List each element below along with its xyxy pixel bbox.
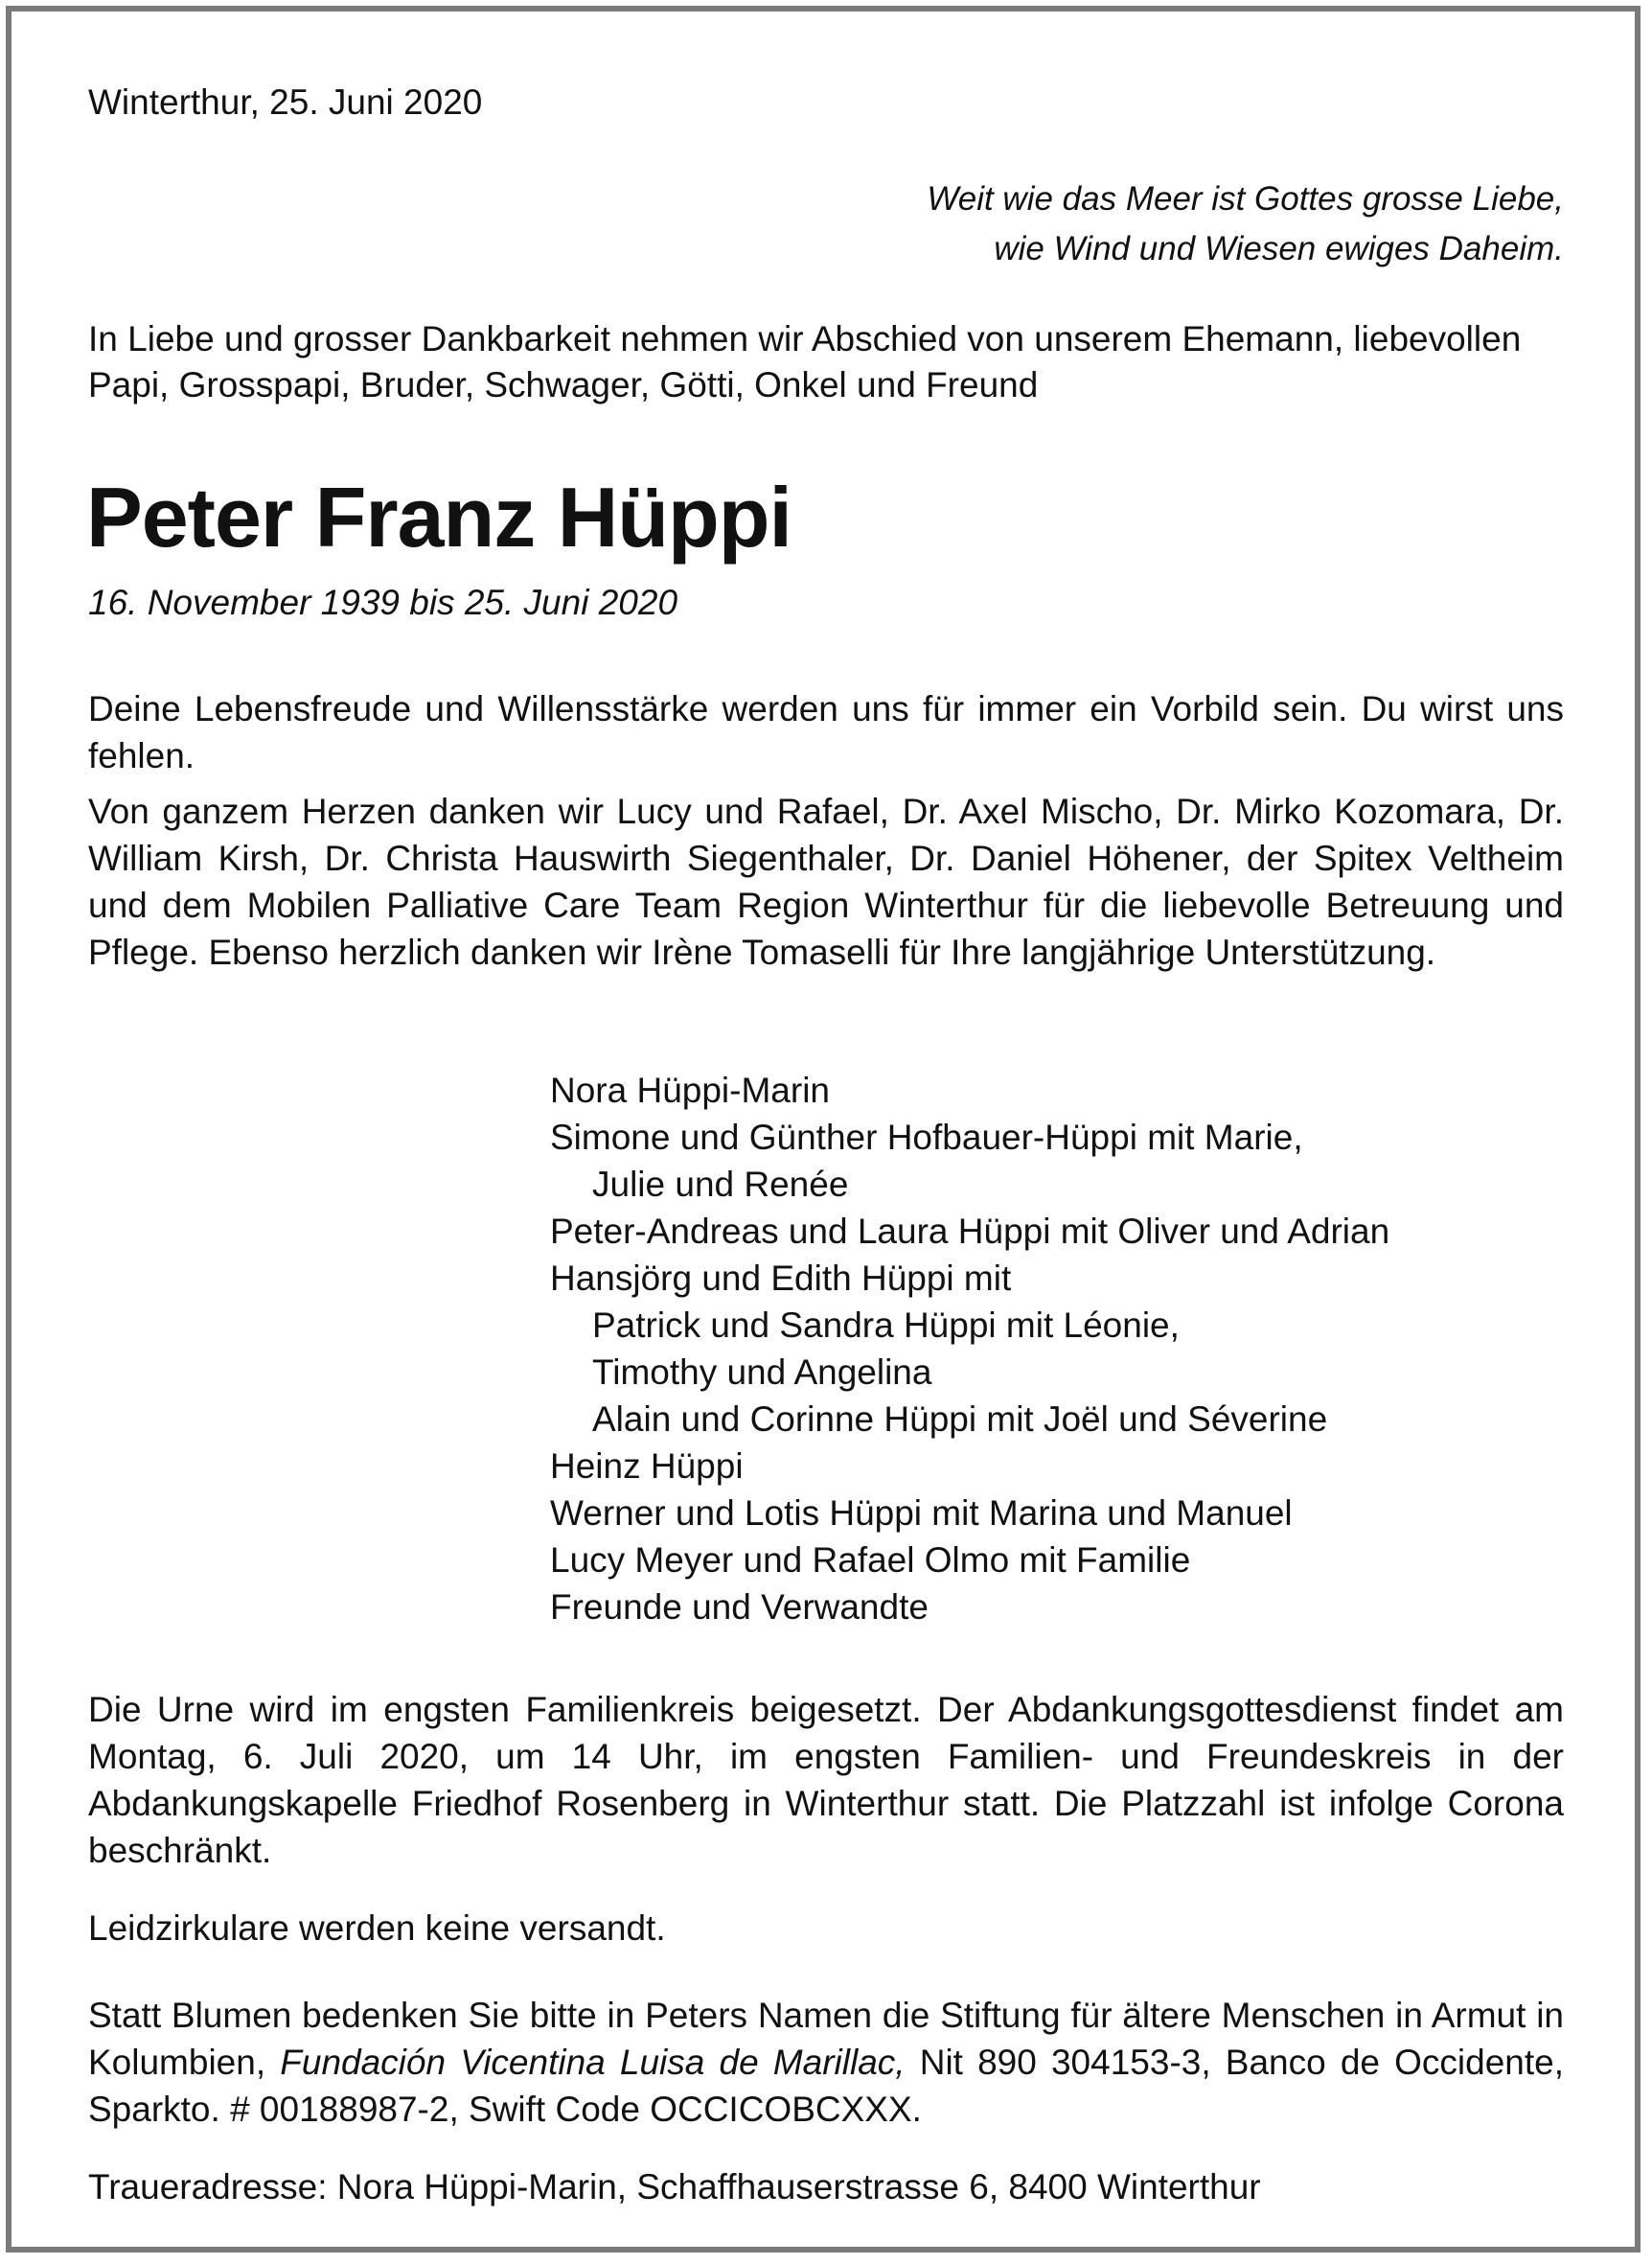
mourner-line: Timothy und Angelina	[592, 1352, 932, 1392]
mourners-list	[550, 1067, 1389, 1630]
mourner-line: Hansjörg und Edith Hüppi mit	[550, 1259, 1012, 1298]
thanks-paragraph: Von ganzem Herzen danken wir Lucy und Rafael, Dr. Axel Mischo, Dr. Mirko Kozomara, Dr. William Kirsh, Dr. Christa Hauswirth Siegenthaler, Dr. Daniel Höhener, der Spitex Veltheim und dem Mobilen Palliative Care Team Region Winterthur für die liebevolle Betreuung und Pflege. Ebenso herzlich danken wir Irène Tomaselli für Ihre langjährige Unterstützung.	[88, 792, 1564, 972]
motto-quote	[927, 174, 1564, 274]
mourner-line: Simone und Günther Hofbauer-Hüppi mit Marie,	[550, 1118, 1303, 1157]
deceased-name: Peter Franz Hüppi	[86, 470, 792, 565]
motto-line: wie Wind und Wiesen ewiges Daheim.	[994, 230, 1564, 267]
no-circulars-note: Leidzirkulare werden keine versandt.	[88, 1908, 666, 1948]
donation-paragraph	[88, 1992, 1564, 2133]
funeral-paragraph: Die Urne wird im engsten Familienkreis beigesetzt. Der Abdankungsgottesdienst findet am Montag, 6. Juli 2020, um 14 Uhr, im engsten Familien- und Freundeskreis in der Abdankungskapelle Friedhof Rosenberg in Winterthur statt. Die Platzzahl ist infolge Corona beschränkt.	[88, 1690, 1564, 1870]
mourning-address: Traueradresse: Nora Hüppi-Marin, Schaffhauserstrasse 6, 8400 Winterthur	[88, 2167, 1261, 2206]
place-date: Winterthur, 25. Juni 2020	[88, 82, 483, 122]
foundation-name: Fundación Vicentina Luisa de Marillac,	[280, 2043, 906, 2082]
donation-text-after: Nit 890 304153-3, Banco de Occidente, Sparkto. # 00188987-2, Swift Code OCCICOBCXXX.	[88, 2043, 1565, 2129]
tribute-paragraph: Deine Lebensfreude und Willensstärke werden uns für immer ein Vorbild sein. Du wirst uns fehlen.	[88, 689, 1564, 775]
donation-text-before: Statt Blumen bedenken Sie bitte in Peters Namen die Stiftung für ältere Menschen in Armut in Kolumbien,	[88, 1996, 1564, 2082]
mourner-line: Werner und Lotis Hüppi mit Marina und Manuel	[550, 1493, 1293, 1533]
mourner-line: Patrick und Sandra Hüppi mit Léonie,	[592, 1305, 1180, 1345]
motto-line: Weit wie das Meer ist Gottes grosse Liebe,	[927, 180, 1564, 218]
mourner-line: Heinz Hüppi	[550, 1446, 744, 1486]
intro-text: In Liebe und grosser Dankbarkeit nehmen wir Abschied von unserem Ehemann, liebevollen Papi, Grosspapi, Bruder, Schwager, Götti, Onkel und Freund	[88, 319, 1522, 404]
mourner-line: Alain und Corinne Hüppi mit Joël und Séverine	[592, 1399, 1328, 1439]
mourner-line: Julie und Renée	[592, 1165, 849, 1204]
mourner-line: Freunde und Verwandte	[550, 1587, 929, 1627]
mourner-line: Nora Hüppi-Marin	[550, 1071, 830, 1110]
mourner-line: Lucy Meyer und Rafael Olmo mit Familie	[550, 1540, 1191, 1580]
lifespan-dates: 16. November 1939 bis 25. Juni 2020	[88, 583, 678, 622]
mourner-line: Peter-Andreas und Laura Hüppi mit Oliver und Adrian	[550, 1212, 1390, 1251]
